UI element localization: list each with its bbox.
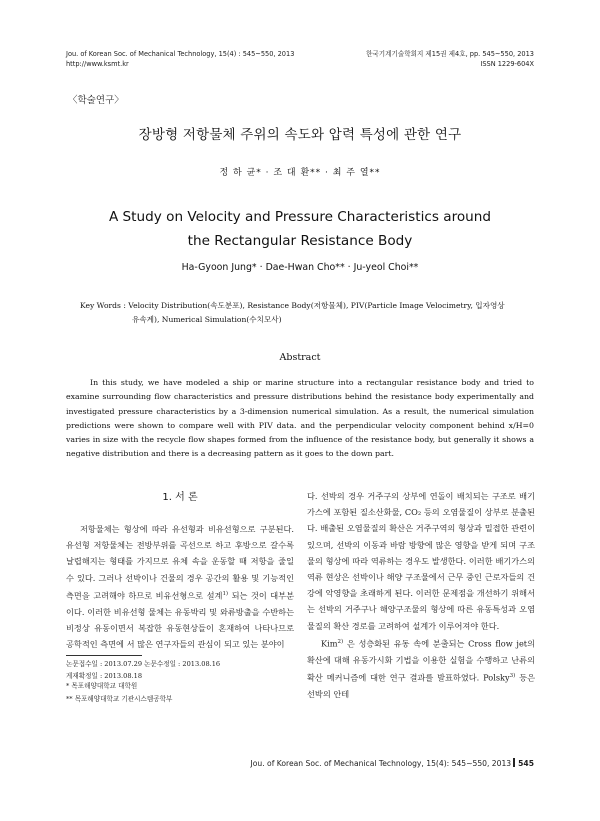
journal-url: http://www.ksmt.kr [66, 59, 129, 68]
section-1-heading: 1. 서 론 [162, 492, 198, 503]
citation-ref-1: 1) [222, 590, 229, 597]
title-english [0, 205, 600, 253]
journal-citation: Jou. of Korean Soc. of Mechanical Technology, 15(4) : 545~550, 2013 [66, 50, 295, 58]
right-column [307, 488, 535, 702]
accepted-date: 게재확정일 : 2013.08.18 [66, 672, 143, 680]
intro-paragraph-2: 다. 선박의 경우 거주구의 상부에 연돌이 배치되는 구조로 배기가스에 포함된 질소산화물, CO₂ 등의 오염물질이 상부로 분출된다. 배출된 오염물질의 확산은 거주구역의 형상과 밀접한 관련이 있으며, 선박의 이동과 바람 방향에 많은 영향을 받게 되며 구조물의 형상에 따라 역류하는 경우도 발생한다. 이러한 배기가스의 역류 현상은 선박이나 해양 구조물에서 근무 중인 근로자들의 건강에 악영향을 초래하게 된다. 이러한 문제점을 개선하기 위해서는 선박의 거주구나 해양구조물의 형상에 따른 유동특성과 오염물질의 확산 경로를 고려하여 설계가 이루어져야 한다. [307, 491, 535, 631]
keywords-line1: Key Words : Velocity Distribution(속도분포), Resistance Body(저항물체), PIV(Particle Image Velocimetry, 입자영상 [80, 301, 505, 310]
intro-paragraph-3: Kim$^{2)}$ 은 성층화된 유동 속에 분출되는 Cross flow jet의 확산에 대해 유동가시화 기법을 이용한 실험을 수행하고 난류의 확산 메커니즘에 대한 연구 결과를 발표하였다. Polsky$^{3)}$ 등은 선박의 안테 [307, 638, 535, 699]
journal-citation-ko: 한국기계기술학회지 제15권 제4호, pp. 545~550, 2013 [365, 50, 534, 58]
footnote-affiliation-1: * 목포해양대학교 대학원 [66, 682, 138, 690]
title-korean: 장방형 저항물체 주위의 속도와 압력 특성에 관한 연구 [138, 127, 462, 143]
authors-korean: 정 하 균* · 조 대 환** · 최 주 열** [219, 168, 381, 178]
citation-ref-2: 2) [337, 638, 344, 645]
keywords-line2: 유속계), Numerical Simulation(수치모사) [132, 315, 282, 324]
abstract-body: In this study, we have modeled a ship or marine structure into a rectangular resistance body and tried to examine surrounding flow characteristics and pressure distributions behind the resistance body experimentally and investigated pressure characteristics by a 3-dimension numerical simulation. As a result, the numerical simulation predictions were shown to compare well with PIV data. and the perpendicular velocity component behind x/H=0 varies in size with the recycle flow shapes formed from the influence of the resistance body, but generally it shows a negative distribution and there is a decreasing pattern as it goes to the down part. [66, 378, 534, 459]
page-footer [251, 758, 534, 768]
authors-english: Ha-Gyoon Jung* · Dae-Hwan Cho** · Ju-yeol Choi** [181, 262, 419, 273]
title-english-line2: the Rectangular Resistance Body [187, 233, 413, 249]
footnote-affiliation-2: ** 목포해양대학교 기관시스템공학부 [66, 695, 173, 703]
issn: ISSN 1229-604X [480, 59, 534, 68]
keywords [80, 299, 540, 327]
citation-ref-3: 3) [509, 672, 516, 679]
abstract-heading: Abstract [279, 352, 321, 363]
section-1-heading-wrap [66, 488, 294, 515]
footnote-rule [66, 655, 142, 656]
received-revised-date: 논문접수일 : 2013.07.29 논문수정일 : 2013.08.16 [66, 660, 221, 668]
intro-paragraph-1: 저항물체는 형상에 따라 유선형과 비유선형으로 구분된다. 유선형 저항물체는 전방부위를 곡선으로 하고 후방으로 갈수록 날렵해지는 형태를 가지므로 유체 속을 운동할 때 저항을 줄일 수 있다. 그러나 선박이나 건물의 경우 공간의 활용 및 기능적인 측면을 고려해야 하므로 비유선형으로 설계$^{1)}$ 되는 것이 대부분이다. 이러한 비유선형 물체는 유동박리 및 와류방출을 수반하는 비정상 유동이면서 복잡한 유동현상들이 혼재하여 나타나므로 공학적인 측면에 서 많은 연구자들의 관심이 되고 있는 분야이 [66, 524, 295, 650]
running-header-left [66, 50, 294, 69]
running-header-right [366, 50, 534, 69]
footer-citation: Jou. of Korean Soc. of Mechanical Technology, 15(4): 545~550, 2013 [250, 759, 512, 768]
footer-separator [513, 758, 515, 767]
title-english-line1: A Study on Velocity and Pressure Characteristics around [108, 209, 492, 225]
section-tag: 〈학술연구〉 [68, 95, 124, 106]
page-number: 545 [518, 759, 534, 768]
left-column [66, 521, 294, 652]
footnote-dates [66, 658, 220, 682]
